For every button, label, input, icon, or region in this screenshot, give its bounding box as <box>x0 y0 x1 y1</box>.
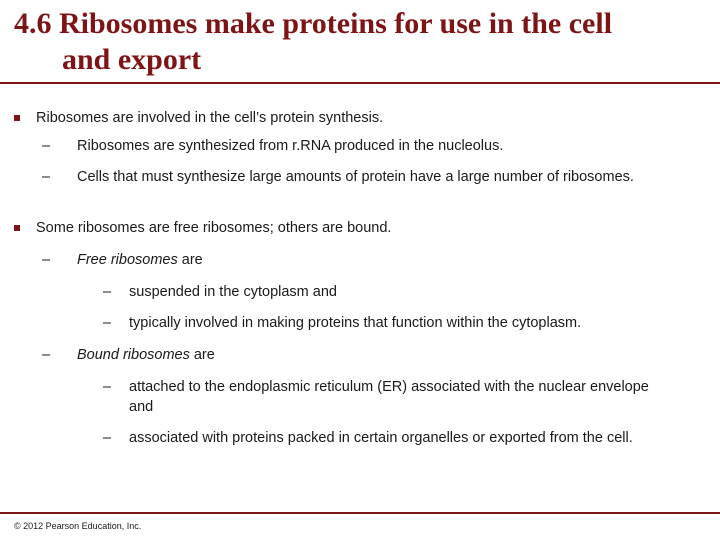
sub-sub-item-cytoplasm: suspended in the cytoplasm and <box>129 284 337 300</box>
dash-marker: – <box>42 169 51 185</box>
free-ribosomes-text: are <box>177 252 203 268</box>
copyright-notice: © 2012 Pearson Education, Inc. <box>14 521 142 531</box>
dash-marker: – <box>103 379 112 395</box>
title-divider <box>0 82 720 84</box>
square-bullet-icon <box>14 115 20 121</box>
bullet-ribosomes <box>36 108 706 128</box>
sub-item-bound-ribosomes <box>77 345 677 365</box>
dash-marker: – <box>103 430 112 446</box>
dash-marker: – <box>103 284 112 300</box>
dash-marker: – <box>103 315 112 331</box>
bullet-free-vs-bound: Some ribosomes are free ribosomes; others are bound. <box>36 220 392 236</box>
bullet-ribosomes-text: are involved in the cell’s protein synthesis. <box>108 110 384 126</box>
bound-ribosomes-text: are <box>189 347 215 363</box>
sub-sub-item-exported: associated with proteins packed in certain organelles or exported from the cell. <box>129 430 633 446</box>
dash-marker: – <box>42 252 51 268</box>
dash-marker: – <box>42 347 51 363</box>
dash-marker: – <box>42 138 51 154</box>
bound-ribosomes-term: Bound ribosomes <box>77 347 190 363</box>
free-ribosomes-term: Free ribosomes <box>77 252 178 268</box>
sub-sub-item-er: attached to the endoplasmic reticulum (ER) associated with the nuclear envelope and <box>129 379 649 415</box>
sub-item-rrna: Ribosomes are synthesized from r.RNA produced in the nucleolus. <box>77 138 504 154</box>
sub-sub-item-function-cytoplasm: typically involved in making proteins that function within the cytoplasm. <box>129 315 582 331</box>
sub-item-large-number: Cells that must synthesize large amounts of protein have a large number of ribosomes. <box>77 169 634 185</box>
square-bullet-icon <box>14 225 20 231</box>
slide-title-line-2: and export <box>62 43 202 76</box>
sub-item-free-ribosomes <box>77 250 677 270</box>
slide-title <box>14 6 704 78</box>
footer-divider <box>0 512 720 514</box>
slide-title-line-1: 4.6 Ribosomes make proteins for use in the cell <box>14 7 613 40</box>
bullet-ribosomes-lead: Ribosomes <box>36 110 109 126</box>
